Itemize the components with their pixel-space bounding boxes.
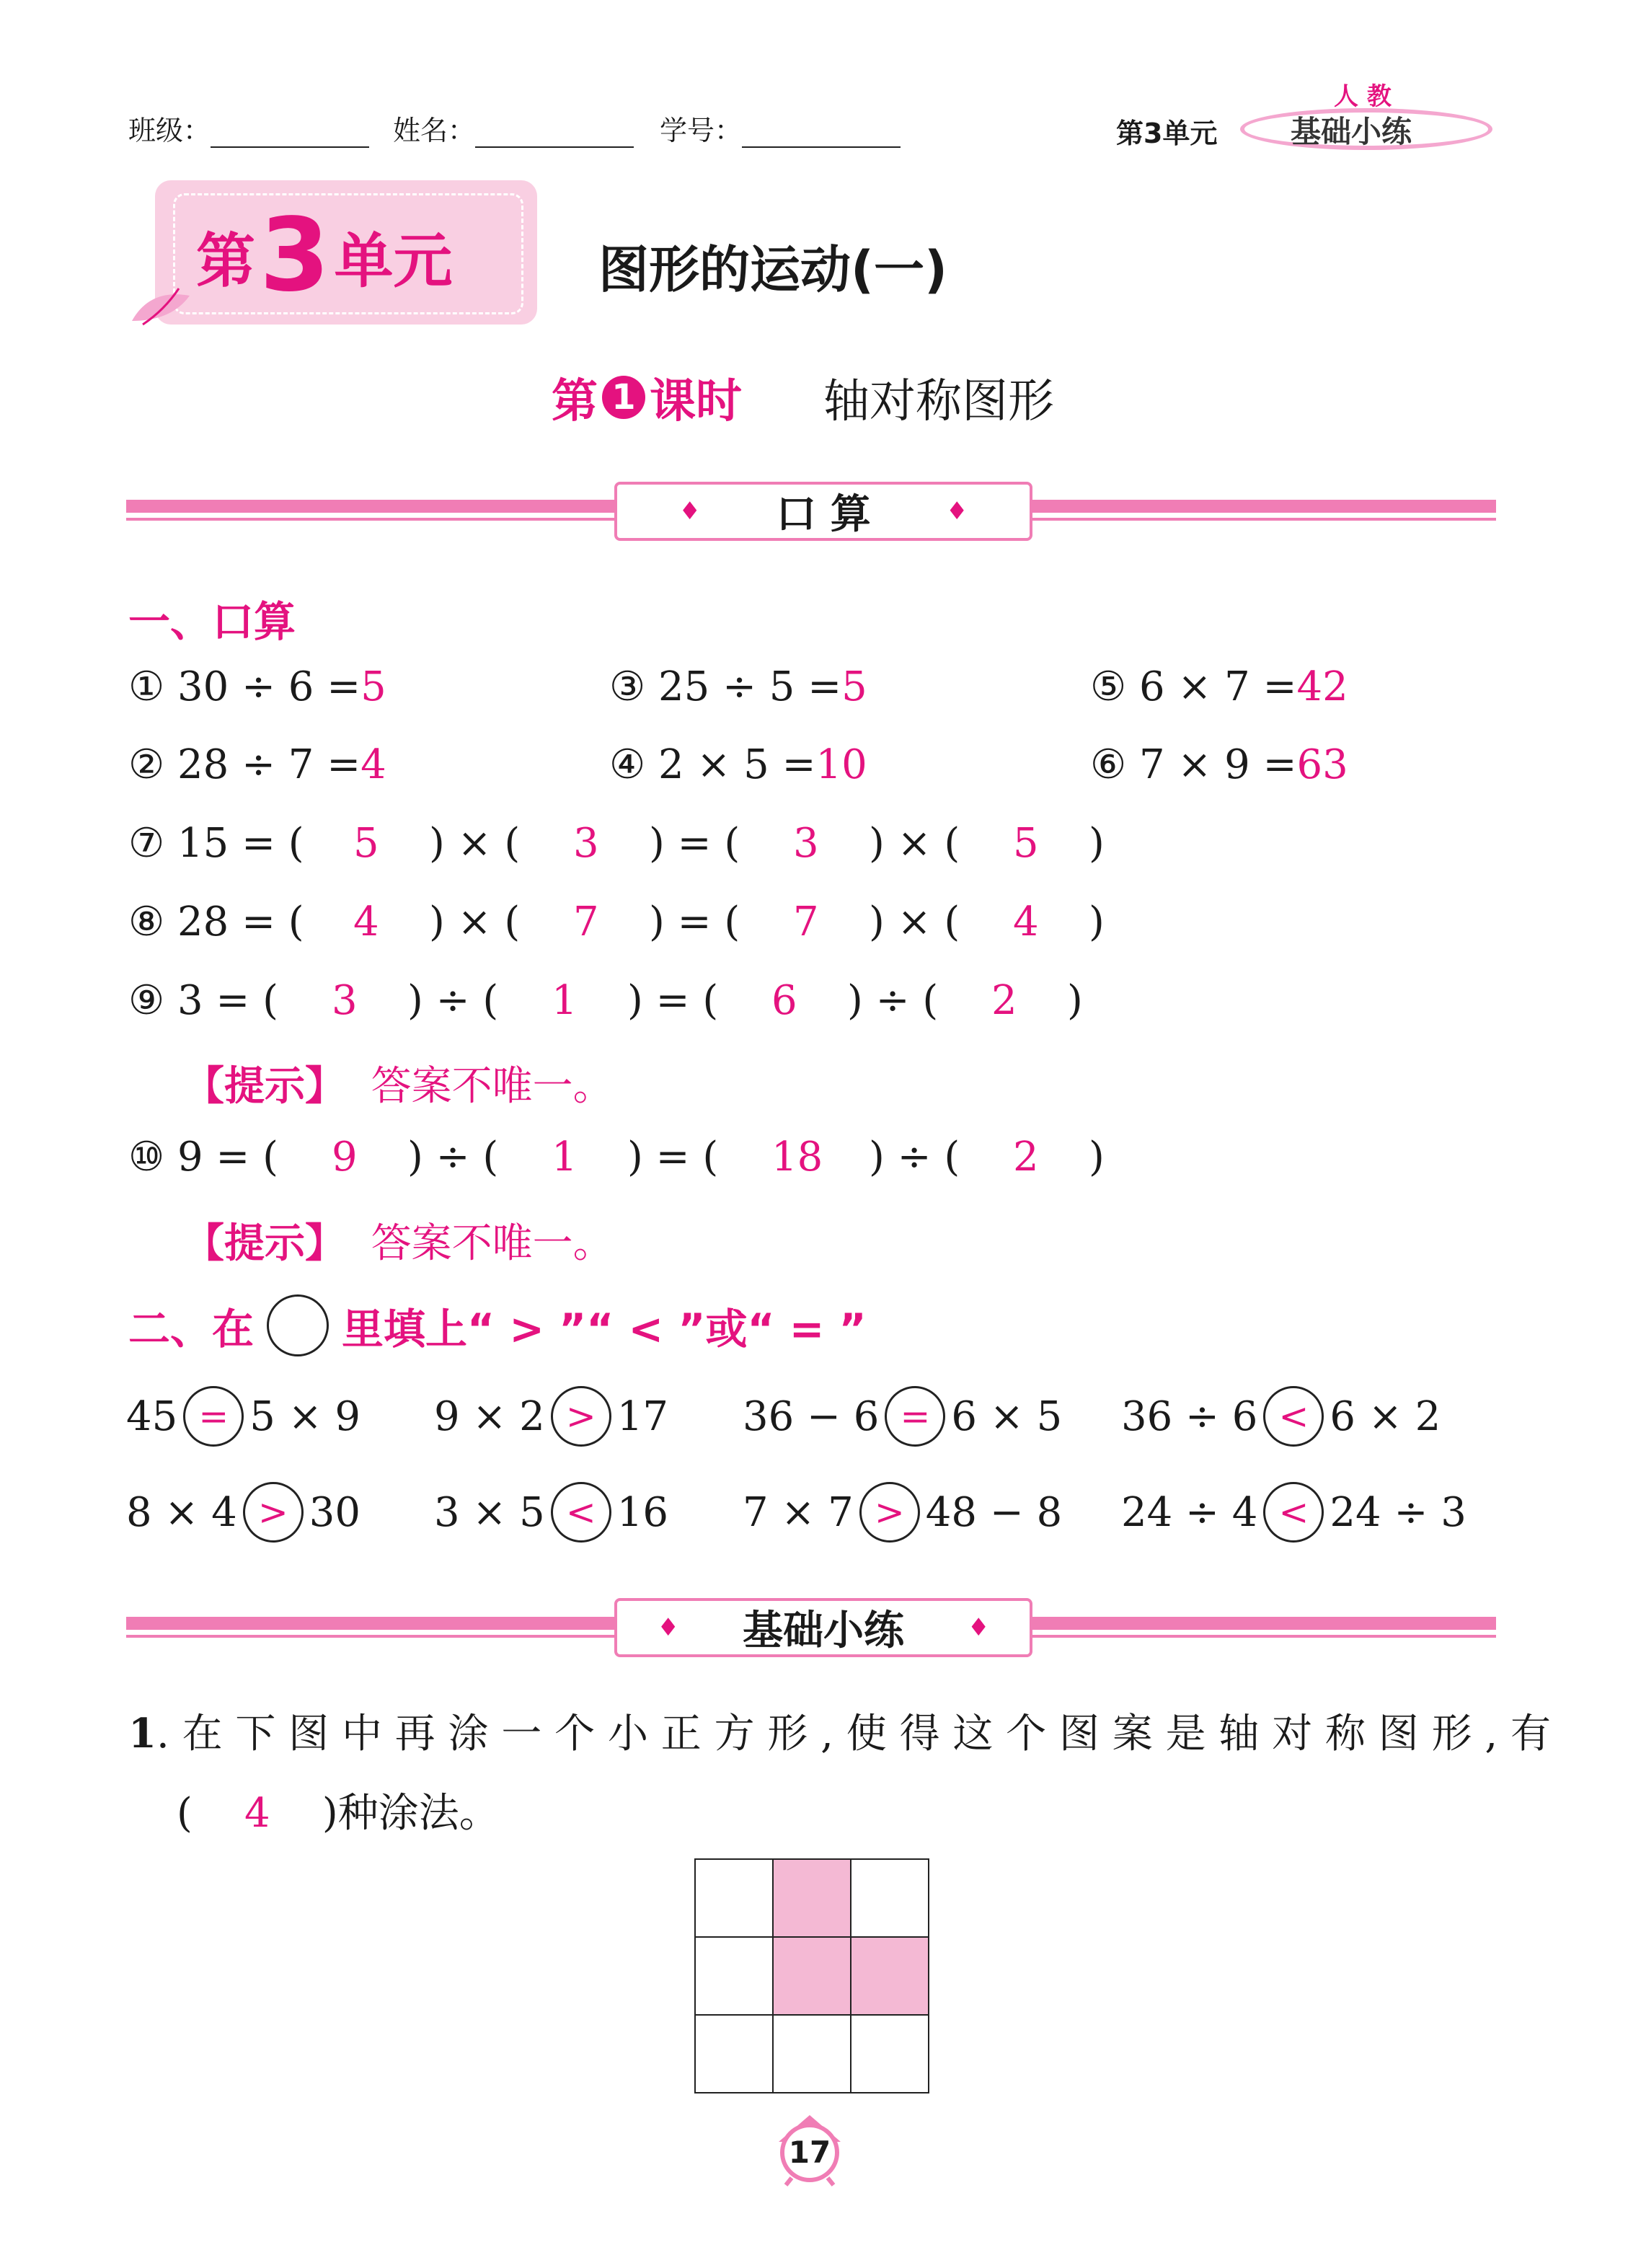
id-label: 学号：	[660, 115, 743, 146]
q8-lead: ⑧ 28 = (	[128, 899, 304, 945]
q8-answer[interactable]: 7	[573, 899, 599, 945]
name-label: 姓名：	[393, 115, 476, 146]
q10-answer[interactable]: 1	[552, 1134, 578, 1181]
q10-answer[interactable]: 2	[1013, 1134, 1039, 1181]
grid-cell[interactable]	[694, 2014, 774, 2093]
compare-left: 7 × 7	[743, 1488, 854, 1536]
calc-answer: 10	[815, 741, 867, 788]
lesson-prefix: 第	[552, 375, 598, 428]
compare-answer-circle[interactable]: >	[551, 1386, 611, 1447]
compare-right: 5 × 9	[249, 1393, 361, 1440]
circle-icon	[267, 1294, 329, 1356]
section-practice	[614, 1598, 1032, 1657]
compare-answer-circle[interactable]: >	[243, 1482, 304, 1543]
calc-question: ② 28 ÷ 7 =	[128, 741, 361, 788]
unit-title: 图形的运动(一)	[598, 240, 947, 299]
q1-text: . 在 下 图 中 再 涂 一 个 小 正 方 形 , 使 得 这 个 图 案 是 轴 对 称 图 形 , 有	[156, 1711, 1551, 1757]
compare-item	[743, 1386, 1062, 1447]
grid-cell[interactable]	[772, 2014, 851, 2093]
compare-left: 9 × 2	[434, 1393, 545, 1440]
calc-answer: 63	[1296, 741, 1348, 788]
unit-badge-num: 3	[260, 197, 330, 314]
compare-item	[1121, 1482, 1466, 1543]
calc-answer: 42	[1296, 663, 1348, 710]
compare-right: 16	[616, 1488, 669, 1536]
q10-lead: ⑩ 9 = (	[128, 1134, 279, 1181]
part2-title-b: 里填上“ > ”“ < ”或“ = ”	[342, 1305, 867, 1354]
unit-badge-suffix: 单元	[334, 226, 453, 296]
compare-left: 8 × 4	[126, 1488, 237, 1536]
grid-cell[interactable]	[694, 1858, 774, 1938]
grid-cell[interactable]	[772, 1858, 851, 1938]
brand-name: 基础小练	[1291, 114, 1412, 149]
calc-5	[1090, 663, 1348, 710]
q1-text-line	[128, 1702, 1551, 1760]
id-blank[interactable]	[742, 120, 901, 148]
diamond-icon: ♦	[968, 1613, 990, 1642]
compare-left: 45	[126, 1393, 178, 1440]
compare-item	[434, 1482, 668, 1543]
q7-answer[interactable]: 3	[793, 820, 819, 867]
q1-open: (	[177, 1790, 193, 1837]
calc-answer: 4	[360, 741, 386, 788]
compare-right: 17	[616, 1393, 669, 1440]
hint-2	[184, 1212, 614, 1269]
q1-number: 1	[128, 1710, 156, 1757]
grid-cell[interactable]	[850, 2014, 929, 2093]
compare-item	[126, 1482, 360, 1543]
q9-answer[interactable]: 1	[552, 977, 578, 1024]
hint-1	[184, 1054, 614, 1112]
compare-left: 24 ÷ 4	[1121, 1488, 1258, 1536]
class-label: 班级：	[128, 115, 211, 146]
q8-answer[interactable]: 4	[353, 899, 379, 945]
compare-left: 36 − 6	[743, 1393, 880, 1440]
calc-question: ④ 2 × 5 =	[609, 741, 816, 788]
compare-left: 36 ÷ 6	[1121, 1393, 1258, 1440]
calc-4	[609, 741, 867, 788]
q10-op: ) = (	[627, 1134, 719, 1181]
q7-answer[interactable]: 5	[353, 820, 379, 867]
calc-2	[128, 741, 386, 788]
q9-op: ) = (	[627, 977, 719, 1024]
lesson-label	[552, 364, 742, 431]
q9-answer[interactable]: 3	[332, 977, 358, 1024]
calc-6	[1090, 741, 1348, 788]
grid-cell[interactable]	[850, 1936, 929, 2016]
q9-op: )	[1067, 977, 1083, 1024]
grid-cell[interactable]	[772, 1936, 851, 2016]
lesson-num: 1	[602, 376, 645, 419]
calc-3	[609, 663, 867, 710]
compare-item	[126, 1386, 360, 1447]
leaf-icon	[128, 285, 193, 328]
q8-op: )	[1089, 899, 1105, 945]
calc-answer: 5	[841, 663, 867, 710]
part1-title: 一、口算	[128, 597, 296, 646]
part2-title-a: 二、在	[128, 1305, 255, 1354]
class-field	[128, 108, 369, 148]
compare-answer-circle[interactable]: <	[1263, 1482, 1324, 1543]
unit-badge-text	[196, 197, 453, 314]
q9-op: ) ÷ (	[407, 977, 499, 1024]
q9-op: ) ÷ (	[847, 977, 939, 1024]
compare-right: 30	[309, 1488, 361, 1536]
unit-badge-prefix: 第	[196, 226, 256, 296]
grid-cell[interactable]	[694, 1936, 774, 2016]
q8-op: ) = (	[649, 899, 740, 945]
unit-tag: 第3单元	[1116, 118, 1218, 149]
q8-op: ) × (	[429, 899, 521, 945]
q1-answer-line	[177, 1781, 500, 1839]
class-blank[interactable]	[211, 120, 369, 148]
q8-op: ) × (	[869, 899, 960, 945]
q9-answer[interactable]: 6	[771, 977, 797, 1024]
grid-cell[interactable]	[850, 1858, 929, 1938]
compare-right: 24 ÷ 3	[1330, 1488, 1466, 1536]
section-practice-title: 基础小练	[743, 1607, 904, 1654]
name-field	[393, 108, 634, 148]
q7-answer[interactable]: 3	[573, 820, 599, 867]
q7-op: ) × (	[429, 820, 521, 867]
calc-question: ⑤ 6 × 7 =	[1090, 663, 1297, 710]
id-field	[660, 108, 901, 148]
q7-op: ) = (	[649, 820, 740, 867]
compare-answer-circle[interactable]: >	[859, 1482, 920, 1543]
compare-right: 48 − 8	[925, 1488, 1063, 1536]
q9-answer[interactable]: 2	[991, 977, 1017, 1024]
compare-right: 6 × 2	[1330, 1393, 1441, 1440]
hint-text: 答案不唯一。	[371, 1220, 614, 1267]
q10-op: ) ÷ (	[869, 1134, 960, 1181]
diamond-icon: ♦	[678, 497, 701, 526]
q7-answer[interactable]: 5	[1013, 820, 1039, 867]
q10-op: )	[1089, 1134, 1105, 1181]
q1-answer[interactable]: 4	[244, 1790, 270, 1837]
q8-answer[interactable]: 7	[793, 899, 819, 945]
lesson-suffix: 课时	[650, 375, 742, 428]
compare-answer-circle[interactable]: =	[885, 1386, 945, 1447]
q8-answer[interactable]: 4	[1013, 899, 1039, 945]
q10-op: ) ÷ (	[407, 1134, 499, 1181]
compare-answer-circle[interactable]: <	[551, 1482, 611, 1543]
calc-question: ③ 25 ÷ 5 =	[609, 663, 842, 710]
q7-op: )	[1089, 820, 1105, 867]
compare-answer-circle[interactable]: =	[183, 1386, 244, 1447]
calc-answer: 5	[360, 663, 386, 710]
compare-item	[1121, 1386, 1441, 1447]
q9-lead: ⑨ 3 = (	[128, 977, 279, 1024]
q7-lead: ⑦ 15 = (	[128, 820, 304, 867]
q1-close: )种涂法。	[322, 1790, 500, 1837]
part2-title	[128, 1294, 867, 1356]
diamond-icon: ♦	[946, 497, 968, 526]
hint-text: 答案不唯一。	[371, 1063, 614, 1110]
name-blank[interactable]	[475, 120, 634, 148]
diamond-icon: ♦	[657, 1613, 679, 1642]
calc-question: ① 30 ÷ 6 =	[128, 663, 361, 710]
compare-right: 6 × 5	[951, 1393, 1063, 1440]
page-number: 17	[788, 2135, 831, 2170]
q7-op: ) × (	[869, 820, 960, 867]
lesson-title: 轴对称图形	[823, 375, 1054, 428]
compare-answer-circle[interactable]: <	[1263, 1386, 1324, 1447]
hint-label: 【提示】	[184, 1063, 345, 1110]
hint-label: 【提示】	[184, 1220, 345, 1267]
compare-left: 3 × 5	[434, 1488, 545, 1536]
q10-answer[interactable]: 9	[332, 1134, 358, 1181]
section-oral-title: 口 算	[776, 491, 871, 538]
calc-question: ⑥ 7 × 9 =	[1090, 741, 1297, 788]
symmetry-grid	[695, 1859, 929, 2093]
compare-item	[743, 1482, 1062, 1543]
brand-top: 人 教	[1334, 82, 1392, 111]
calc-1	[128, 663, 386, 710]
compare-item	[434, 1386, 668, 1447]
section-oral	[614, 482, 1032, 541]
q10-answer[interactable]: 18	[771, 1134, 823, 1181]
